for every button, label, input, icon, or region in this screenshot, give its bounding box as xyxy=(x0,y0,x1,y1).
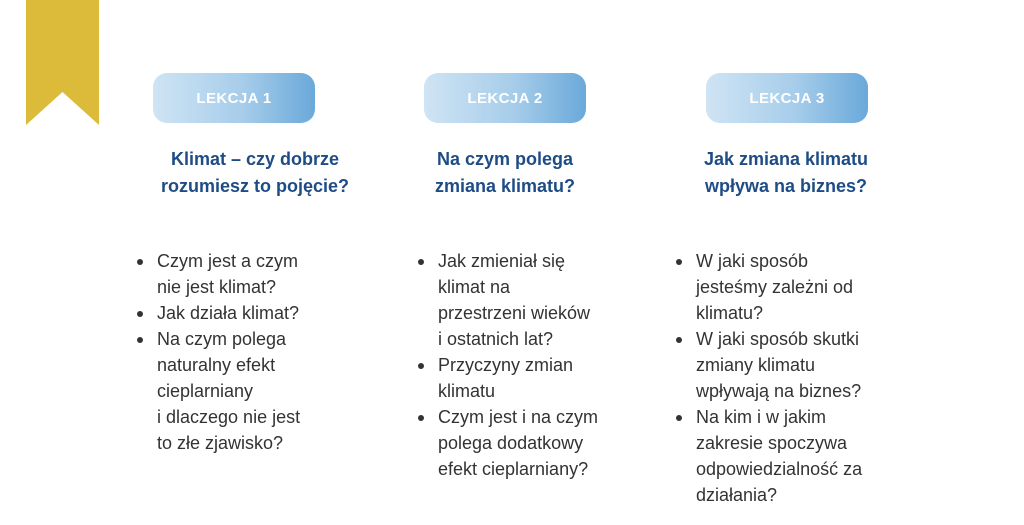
lesson-1-badge: LEKCJA 1 xyxy=(153,73,315,123)
list-item-text: Na czym polega naturalny efekt cieplarniany i dlaczego nie jest to złe zjawisko? xyxy=(157,329,301,453)
lesson-1-topics xyxy=(135,248,365,456)
bookmark-shape xyxy=(26,0,99,125)
list-item-text: Jak działa klimat? xyxy=(157,303,300,323)
lesson-2-badge: LEKCJA 2 xyxy=(424,73,586,123)
list-item-text: Czym jest a czym nie jest klimat? xyxy=(157,251,299,297)
list-item-text: W jaki sposób jesteśmy zależni od klimatu? xyxy=(696,251,854,323)
lesson-3-title: Jak zmiana klimatu wpływa na biznes? xyxy=(703,149,869,196)
bookmark-icon xyxy=(26,0,99,125)
list-item xyxy=(416,404,656,482)
list-item xyxy=(135,326,365,456)
list-item xyxy=(674,326,924,404)
list-item xyxy=(674,248,924,326)
list-item xyxy=(416,248,656,352)
list-item xyxy=(135,248,365,300)
list-item xyxy=(674,404,924,508)
list-item-text: Przyczyny zmian klimatu xyxy=(438,355,574,401)
list-item-text: Czym jest i na czym polega dodatkowy efekt cieplarniany? xyxy=(438,407,599,479)
list-item xyxy=(135,300,365,326)
list-item-text: Jak zmieniał się klimat na przestrzeni wieków i ostatnich lat? xyxy=(438,251,591,349)
list-item-text: Na kim i w jakim zakresie spoczywa odpowiedzialność za działania? xyxy=(696,407,863,505)
lesson-2-topics xyxy=(416,248,656,482)
list-item-text: W jaki sposób skutki zmiany klimatu wpływają na biznes? xyxy=(696,329,862,401)
lesson-2-title: Na czym polega zmiana klimatu? xyxy=(434,149,576,196)
lesson-3-badge: LEKCJA 3 xyxy=(706,73,868,123)
list-item xyxy=(416,352,656,404)
lesson-3-topics xyxy=(674,248,924,508)
lesson-1-title: Klimat – czy dobrze rozumiesz to pojęcie? xyxy=(160,149,350,196)
